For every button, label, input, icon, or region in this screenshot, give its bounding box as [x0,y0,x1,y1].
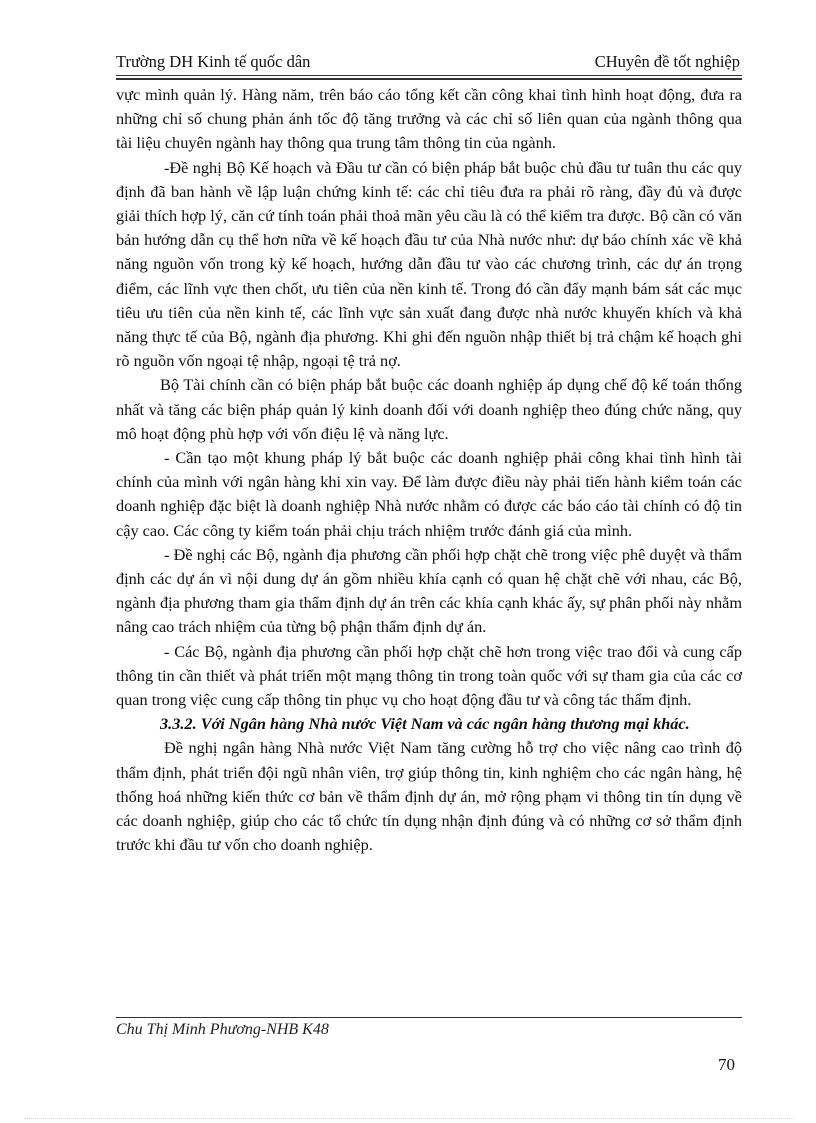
page-body [116,83,742,858]
footer-rule [116,1017,742,1018]
paragraph-ministry-finance: Bộ Tài chính cần có biện pháp bắt buộc các doanh nghiệp áp dụng chế độ kế toán thống nhất và tăng các biện pháp quản lý kinh doanh đối với doanh nghiệp theo đúng chức năng, quy mô hoạt động phù hợp với vốn điệu lệ và năng lực. [116,375,742,443]
paragraph-ministry-planning: -Đề nghị Bộ Kế hoạch và Đầu tư cần có biện pháp bắt buộc chủ đầu tư tuân thu các quy định đã ban hành về lập luận chứng kinh tế: các chỉ tiêu đưa ra phải rõ ràng, đầy đủ và được giải thích hợp lý, căn cứ tính toán phải thoả mãn yêu cầu là có thể kiểm tra được. Bộ cần có văn bản hướng dẫn cụ thể hơn nữa về kế hoạch đầu tư của Nhà nước như: dự báo chính xác về khả năng nguồn vốn trong kỳ kế hoạch, hướng dẫn đầu tư vào các chương trình, các dự án trọng điểm, các lĩnh vực then chốt, ưu tiên của nền kinh tế. Trong đó cần đẩy mạnh bám sát các mục tiêu ưu tiên của nền kinh tế, các lĩnh vực sản xuất đang được nhà nước khuyến khích và khả năng thực tế của Bộ, ngành địa phương. Khi ghi đến nguồn nhập thiết bị trả chậm kế hoạch ghi rõ nguồn vốn ngoại tệ nhập, ngoại tệ trả nợ. [116,157,742,371]
paragraph-state-bank: Đề nghị ngân hàng Nhà nước Việt Nam tăng cường hỗ trợ cho việc nâng cao trình độ thẩm định, phát triển đội ngũ nhân viên, trợ giúp thông tin, kinh nghiệm cho các ngân hàng, hệ thống hoá những kiến thức cơ bản về thẩm định dự án, mở rộng phạm vi thông tin tín dụng về các doanh nghiệp, giúp cho các tổ chức tín dụng nhận định đúng và có những cơ sở thẩm định trước khi đầu tư vốn cho doanh nghiệp. [116,738,742,855]
header-rule-thick [116,78,742,80]
paragraph-legal-framework: - Cần tạo một khung pháp lý bắt buộc các doanh nghiệp phải công khai tình hình tài chính của mình với ngân hàng khi xin vay. Để làm được điều này phải tiến hành kiểm toán các doanh nghiệp đặc biệt là doanh nghiệp Nhà nước nhằm có được các báo cáo tài chính có độ tin cậy cao. Các công ty kiểm toán phải chịu trách nhiệm trước đánh giá của mình. [116,448,742,540]
footer-author: Chu Thị Minh Phương-NHB K48 [116,1021,329,1038]
paragraph-coordination-appraisal: - Đề nghị các Bộ, ngành địa phương cần phối hợp chặt chẽ trong việc phê duyệt và thẩm định các dự án vì nội dung dự án gồm nhiều khía cạnh có quan hệ chặt chẽ với nhau, các Bộ, ngành địa phương tham gia thẩm định dự án trên các khía cạnh khác ấy, sự phân phối này nhằm nâng cao trách nhiệm của từng bộ phận thẩm định dự án. [116,544,742,637]
page-edge-divider [24,1118,794,1119]
page-number: 70 [718,1055,735,1074]
header-thesis-title: CHuyên đề tốt nghiệp [594,52,740,71]
section-heading: 3.3.2. Với Ngân hàng Nhà nước Việt Nam và các ngân hàng thương mại khác. [160,714,690,734]
paragraph-continuation: vực mình quản lý. Hàng năm, trên báo cáo tổng kết cần công khai tình hình hoạt động, đưa ra những chỉ số chung phản ánh tốc độ tăng trưởng và các chỉ số liên quan của ngành thông qua tài liệu chuyên ngành hay thông qua trung tâm thông tin của ngành. [116,85,742,153]
paragraph-information-network: - Các Bộ, ngành địa phương cần phối hợp chặt chẽ hơn trong việc trao đổi và cung cấp thông tin cần thiết và phát triển một mạng thông tin trong toàn quốc với sự tham gia của các cơ quan trong việc cung cấp thông tin phục vụ cho hoạt động đầu tư và công tác thẩm định. [116,641,742,710]
header-university: Trường DH Kinh tế quốc dân [116,52,311,71]
header-rule [116,75,742,76]
page-header [116,50,740,76]
